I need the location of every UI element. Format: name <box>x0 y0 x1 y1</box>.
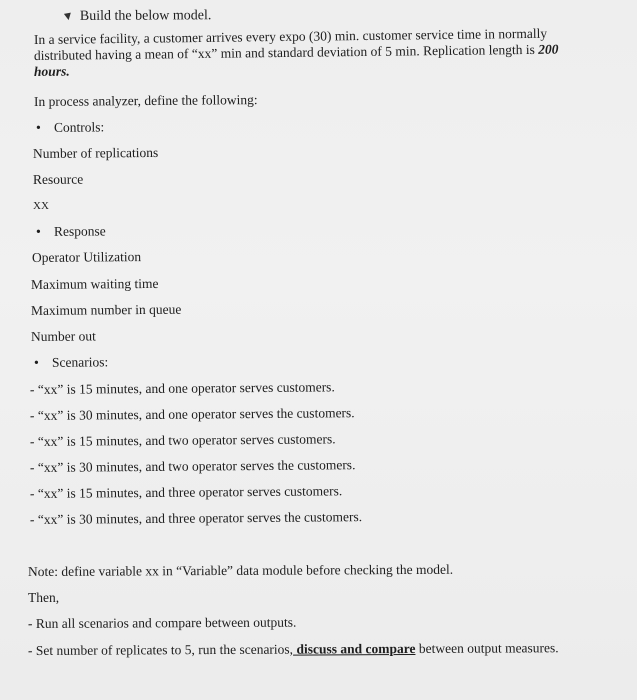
controls-bullet <box>36 119 104 137</box>
controls-item: Number of replications <box>32 144 159 161</box>
note-text: Note: define variable xx in “Variable” data module before checking the model. <box>27 561 454 579</box>
scenario-item: - “xx” is 30 minutes, and one operator serves the customers. <box>29 405 355 423</box>
scenario-item: - “xx” is 15 minutes, and two operator serves customers. <box>29 431 336 449</box>
scenario-item: - “xx” is 15 minutes, and one operator serves customers. <box>29 379 335 397</box>
controls-label: Controls: <box>53 119 105 135</box>
response-item: Maximum number in queue <box>30 301 182 318</box>
controls-item: Resource <box>32 171 84 187</box>
document-title <box>62 7 211 25</box>
step-set-replicates <box>28 640 559 659</box>
scenarios-bullet <box>34 354 108 372</box>
response-item: Number out <box>30 328 96 344</box>
bullet-icon: • <box>33 355 39 371</box>
arrow-bullet-icon: ▼ <box>60 8 76 24</box>
step-run-scenarios: - Run all scenarios and compare between outputs. <box>27 614 297 631</box>
intro-line-2-text: distributed having a mean of “xx” min and standard deviation of 5 min. Replication length is <box>33 41 539 63</box>
scenario-item: - “xx” is 30 minutes, and three operator serves the customers. <box>29 509 363 527</box>
scenarios-label: Scenarios: <box>51 354 109 370</box>
replication-hours-value: 200 <box>538 41 559 57</box>
title-text: Build the below model. <box>79 8 212 24</box>
response-item: Operator Utilization <box>31 249 142 265</box>
response-label: Response <box>53 223 106 239</box>
intro-line-3: hours. <box>33 63 70 79</box>
step2-emphasis: discuss and compare <box>293 640 416 657</box>
intro-line-1: In a service facility, a customer arrives every expo (30) min. customer service time in normally <box>33 25 548 47</box>
process-analyzer-heading: In process analyzer, define the following: <box>33 92 258 109</box>
response-bullet <box>36 223 106 241</box>
scenario-item: - “xx” is 15 minutes, and three operator serves customers. <box>29 483 343 501</box>
scenario-item: - “xx” is 30 minutes, and two operator serves the customers. <box>29 457 356 475</box>
controls-item: XX <box>33 200 49 212</box>
step2-pre: - Set number of replicates to 5, run the scenarios, <box>27 641 294 658</box>
bullet-icon: • <box>35 224 41 240</box>
response-item: Maximum waiting time <box>30 275 159 292</box>
then-text: Then, <box>28 590 60 605</box>
step2-post: between output measures. <box>415 640 559 656</box>
bullet-icon: • <box>35 120 41 136</box>
